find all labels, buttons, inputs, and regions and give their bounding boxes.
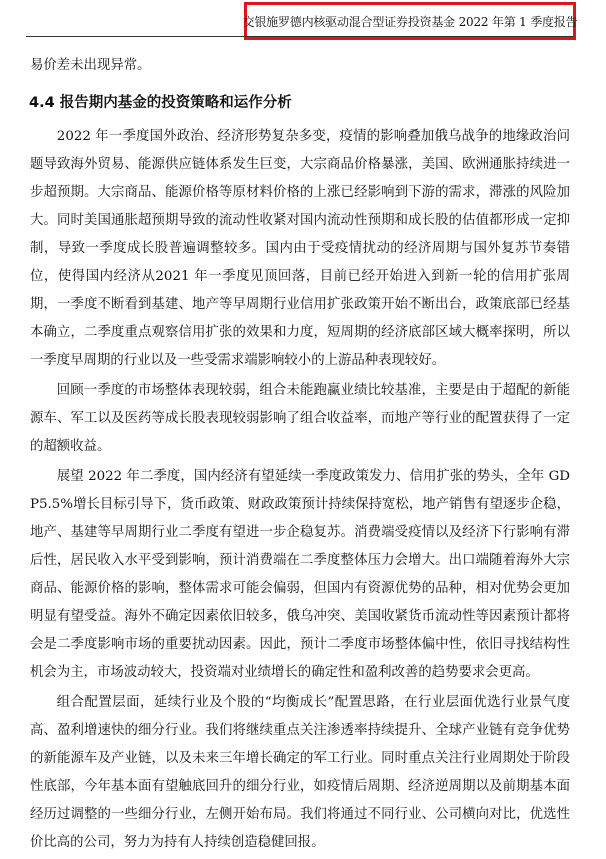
report-header-highlight: [244, 2, 576, 40]
section-title: 4.4 报告期内基金的投资策略和运作分析: [29, 95, 292, 111]
paragraph-outlook: 展望 2022 年二季度，国内经济有望延续一季度政策发力、信用扩张的势头，全年 GDP5.5%增长目标引导下，货币政策、财政政策预计持续保持宽松，地产销售有望逐步企稳，地产、基建等早周期行业二季度有望进一步企稳复苏。消费端受疫情以及经济下行影响有滞后性，居民收入水平受到影响，预计消费端在二季度整体压力会增大。出口端随着海外大宗商品、能源价格的影响，整体需求可能会偏弱，但国内有资源优势的品种，相对优势会更加明显有望受益。海外不确定因素依旧较多，俄乌冲突、美国收紧货币流动性等因素预计都将会是二季度影响市场的重要扰动因素。因此，预计二季度市场整体偏中性，依旧寻找结构性机会为主，市场波动较大，投资端对业绩增长的确定性和盈利改善的趋势要求会更高。: [30, 469, 570, 680]
continuation-text: 易价差未出现异常。: [30, 58, 151, 73]
paragraph-allocation: 组合配置层面，延续行业及个股的“均衡成长”配置思路，在行业层面优选行业景气度高、盈利增速快的细分行业。我们将继续重点关注渗透率持续提升、全球产业链有竞争优势的新能源车及产业链，以及未来三年增长确定的军工行业。同时重点关注行业周期处于阶段性底部，今年基本面有望触底回升的细分行业，如疫情后周期、经济逆周期以及前期基本面经历过调整的一些细分行业，左侧开始布局。我们将通过不同行业、公司横向对比，优选性价比高的公司，努力为持有人持续创造稳健回报。: [30, 695, 570, 850]
report-header-title: 交银施罗德内核驱动混合型证券投资基金 2022 年第 1 季度报告: [242, 14, 578, 29]
paragraph-performance: 回顾一季度的市场整体表现较弱，组合未能跑赢业绩比较基准，主要是由于超配的新能源车、军工以及医药等成长股表现较弱影响了组合收益率，而地产等行业的配置获得了一定的超额收益。: [30, 383, 570, 454]
header-divider: [26, 36, 574, 37]
document-body: [30, 52, 570, 859]
paragraph-market-review: 2022 年一季度国外政治、经济形势复杂多变，疫情的影响叠加俄乌战争的地缘政治问题导致海外贸易、能源供应链体系发生巨变，大宗商品价格暴涨，美国、欧洲通胀持续进一步超预期。大宗商品、能源价格等原材料价格的上涨已经影响到下游的需求，滞涨的风险加大。同时美国通胀超预期导致的流动性收紧对国内流动性预期和成长股的估值都形成一定抑制，导致一季度成长股普遍调整较多。国内由于受疫情扰动的经济周期与国外复苏节奏错位，使得国内经济从2021 年一季度见顶回落，目前已经开始进入到新一轮的信用扩张周期，一季度不断看到基建、地产等早周期行业信用扩张政策开始不断出台，政策底部已经基本确立，二季度重点观察信用扩张的效果和力度，短周期的经济底部区域大概率探明，所以一季度早周期的行业以及一些受需求端影响较小的上游品种表现较好。: [30, 129, 570, 368]
